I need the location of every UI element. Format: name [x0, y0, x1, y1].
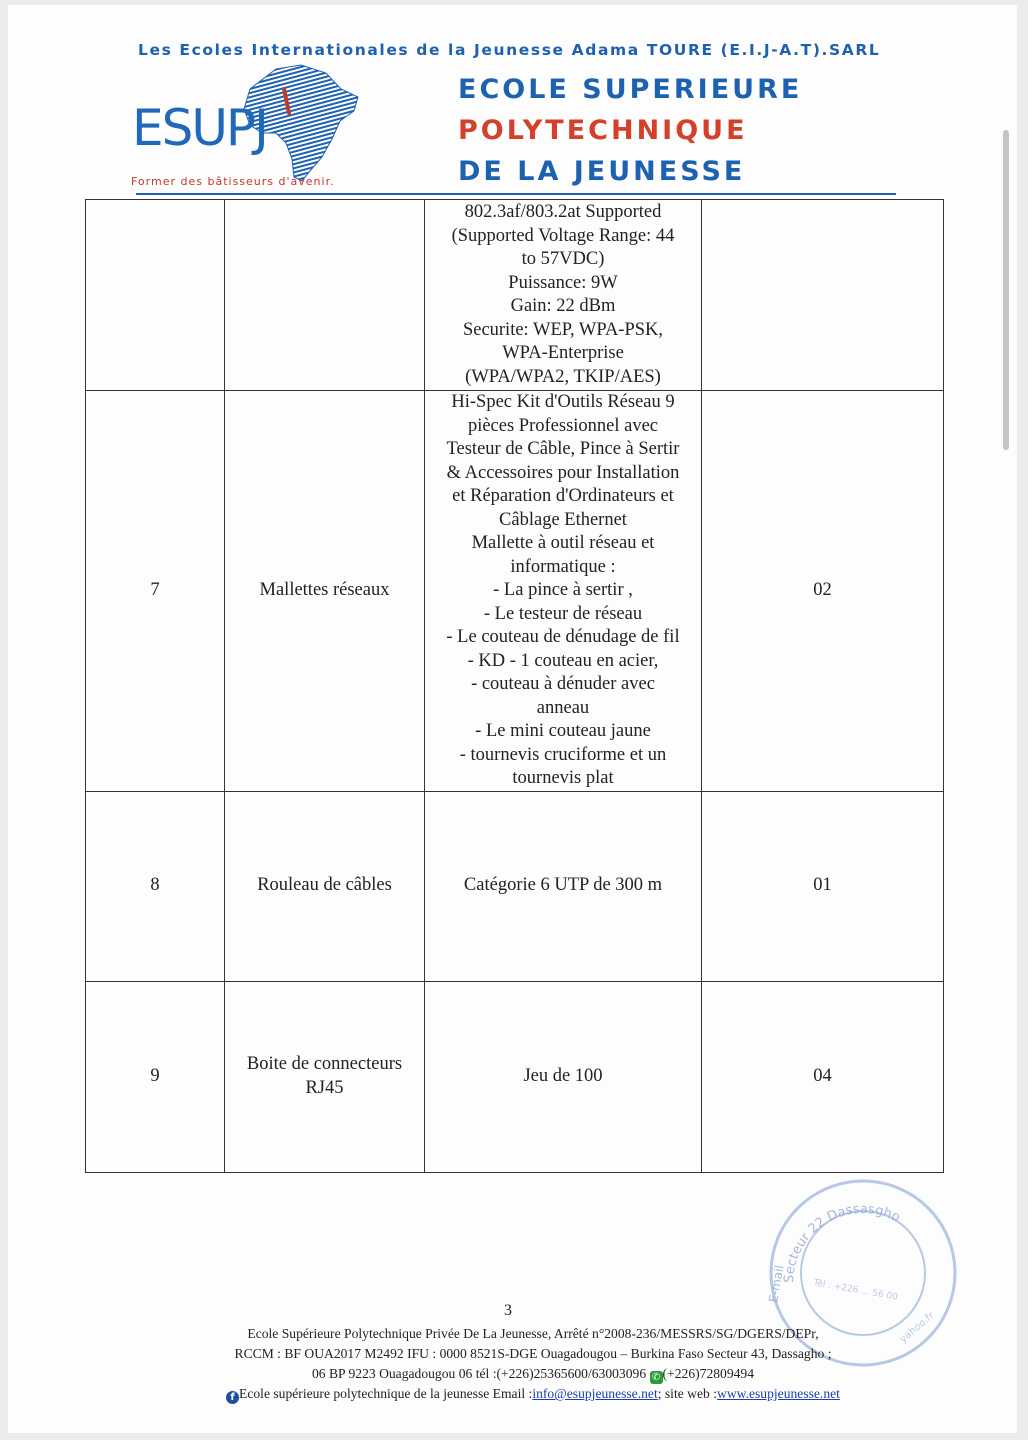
description-line: & Accessoires pour Installation — [446, 462, 680, 483]
description-line: tournevis plat — [512, 768, 614, 788]
stamp-ring-text: Secteur 22 Dassasgho — [781, 1201, 903, 1284]
item-quantity: 04 — [702, 981, 944, 1172]
item-name: Mallettes réseaux — [225, 391, 425, 792]
description-line: Mallette à outil réseau et — [471, 533, 655, 553]
stamp-email-label: E-mail — [766, 1264, 787, 1304]
description-line: Câblage Ethernet — [499, 509, 627, 530]
website-link[interactable]: www.esupjeunesse.net — [717, 1386, 840, 1401]
school-name — [458, 69, 802, 192]
description-line: Testeur de Câble, Pince à Sertir — [446, 439, 680, 459]
group-name: Les Ecoles Internationales de la Jeunesse Adama TOURE (E.I.J-A.T).SARL — [138, 41, 881, 59]
item-description — [425, 981, 702, 1172]
school-logo — [126, 59, 366, 194]
footer-phone-1: 06 BP 9223 Ouagadougou 06 tél :(+226)25365600/63003096 — [311, 1366, 647, 1381]
description-line: anneau — [536, 697, 590, 718]
description-line: WPA-Enterprise — [502, 343, 624, 363]
row-number: 7 — [86, 391, 225, 792]
description-line: 802.3af/803.2at Supported — [464, 202, 662, 222]
description-line: to 57VDC) — [521, 249, 605, 269]
table-row — [86, 791, 944, 981]
email-link[interactable]: info@esupjeunesse.net — [532, 1386, 658, 1401]
svg-text:Secteur 22 Dassasgho — [782, 1202, 902, 1283]
description-line: informatique : — [510, 556, 616, 577]
footer-line-3 — [153, 1364, 913, 1384]
row-number — [86, 200, 225, 391]
description-line: Hi-Spec Kit d'Outils Réseau 9 — [451, 392, 675, 412]
footer-line-4 — [153, 1384, 913, 1404]
description-line: et Réparation d'Ordinateurs et — [452, 486, 674, 506]
table-row — [86, 981, 944, 1172]
description-line: - tournevis cruciforme et un — [459, 744, 667, 765]
item-quantity — [702, 200, 944, 391]
footer-site-label: ; site web : — [657, 1386, 717, 1401]
description-line: Puissance: 9W — [508, 272, 618, 293]
footer-line-1: Ecole Supérieure Polytechnique Privée De La Jeunesse, Arrêté n°2008-236/MESSRS/SG/DGERS/DEPr, — [247, 1326, 819, 1341]
table-row — [86, 391, 944, 792]
item-description — [425, 791, 702, 981]
logo-wordmark: ESUPJ — [132, 99, 267, 157]
whatsapp-icon: ✆ — [650, 1371, 663, 1384]
page-number: 3 — [504, 1302, 512, 1319]
description-line: - KD - 1 couteau en acier, — [467, 650, 659, 671]
footer — [153, 1324, 913, 1404]
row-number: 8 — [86, 791, 225, 981]
school-name-line-2: POLYTECHNIQUE — [458, 115, 748, 146]
item-name: Rouleau de câbles — [225, 791, 425, 981]
item-name — [225, 200, 425, 391]
description-line: Securite: WEP, WPA-PSK, — [462, 319, 664, 340]
description-line: (Supported Voltage Range: 44 — [451, 225, 675, 246]
item-description — [425, 391, 702, 792]
equipment-table — [85, 199, 944, 1173]
item-quantity: 02 — [702, 391, 944, 792]
school-name-line-1: ECOLE SUPERIEURE — [458, 74, 803, 105]
footer-phone-2: (+226)72809494 — [662, 1366, 755, 1381]
vertical-scrollbar[interactable] — [1003, 130, 1011, 450]
description-line: - La pince à sertir , — [493, 580, 633, 600]
stamp-phone: Tél : +226 ... 56 00 — [812, 1278, 899, 1303]
description-line: Gain: 22 dBm — [510, 296, 616, 316]
item-name: Boite de connecteurs RJ45 — [225, 981, 425, 1172]
description-line: Jeu de 100 — [523, 1065, 603, 1086]
description-line: - Le couteau de dénudage de fil — [446, 627, 680, 647]
description-line: - Le mini couteau jaune — [475, 721, 651, 741]
description-line: - Le testeur de réseau — [483, 603, 643, 624]
logo-tagline: Former des bâtisseurs d'avenir. — [131, 175, 335, 188]
description-line: (WPA/WPA2, TKIP/AES) — [465, 366, 661, 387]
description-line: Catégorie 6 UTP de 300 m — [463, 875, 663, 896]
document-page — [8, 5, 1017, 1433]
school-name-line-3: DE LA JEUNESSE — [458, 156, 746, 187]
stamp-domain: yahoo.fr — [897, 1310, 937, 1346]
item-description — [425, 200, 702, 391]
description-line: pièces Professionnel avec — [467, 415, 659, 436]
scrollbar-thumb[interactable] — [1003, 130, 1009, 450]
table-row — [86, 200, 944, 391]
footer-line-2: RCCM : BF OUA2017 M2492 IFU : 0000 8521S-DGE Ouagadougou – Burkina Faso Secteur 43, Dassagho ; — [234, 1346, 832, 1361]
footer-school-email-label: Ecole supérieure polytechnique de la jeunesse Email : — [239, 1386, 533, 1401]
header-divider — [136, 193, 896, 195]
facebook-icon: f — [226, 1391, 239, 1404]
description-line: - couteau à dénuder avec — [471, 674, 655, 694]
item-quantity: 01 — [702, 791, 944, 981]
row-number: 9 — [86, 981, 225, 1172]
